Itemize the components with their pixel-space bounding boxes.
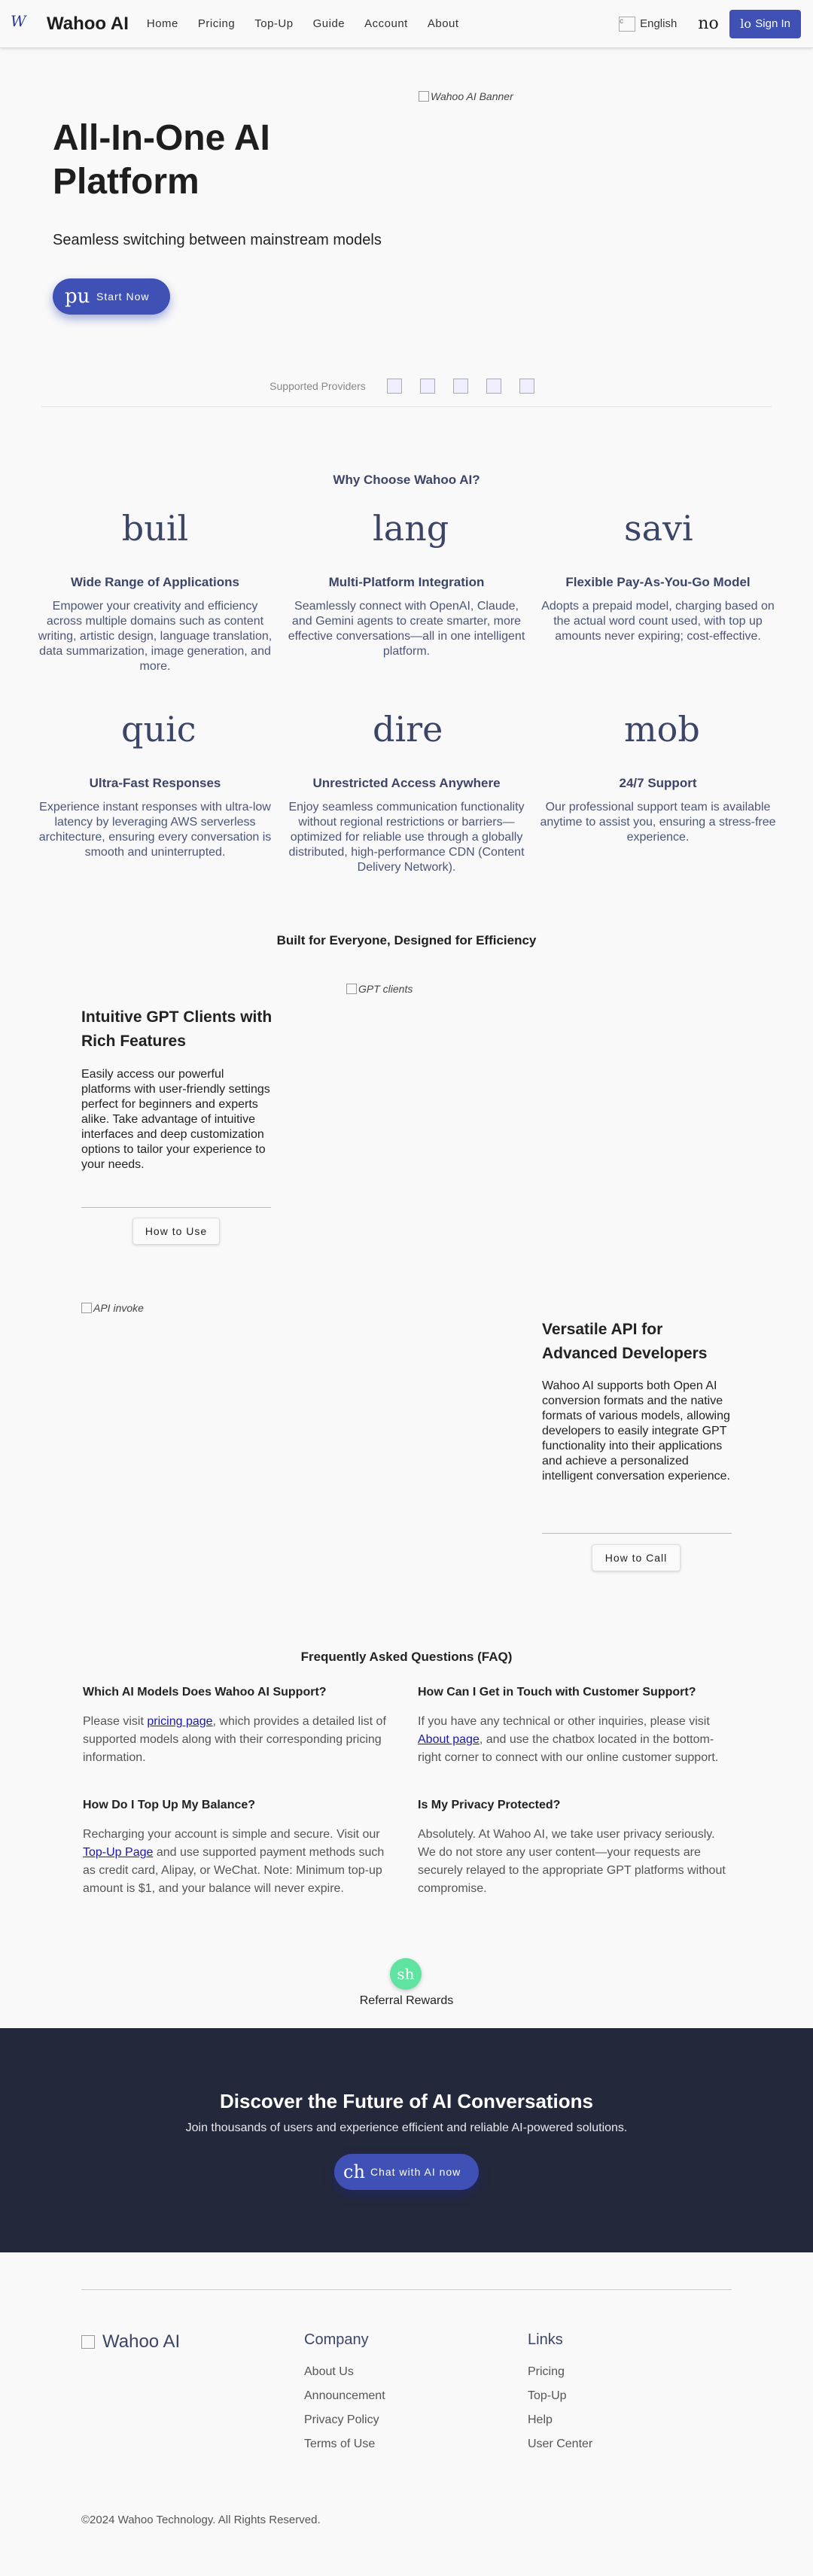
cta-section [0,2028,813,2252]
why-title: Why Choose Wahoo AI? [333,473,480,487]
start-icon: pu [65,285,90,308]
cta-title: Discover the Future of AI Conversations [219,2090,594,2112]
footer-link-pricing[interactable]: Pricing [528,2365,565,2378]
how-to-use-button[interactable]: How to Use [132,1218,220,1245]
divider [81,1207,271,1208]
footer-company-column [304,2331,385,2462]
faq-answer: Absolutely. At Wahoo AI, we take user privacy seriously. We do not store any user content—your requests are securely relayed to the appropriate GPT platforms without compromise. [418,1828,726,1895]
broken-image-icon [346,984,357,994]
chat-with-ai-button[interactable] [334,2154,479,2190]
login-icon: lo [740,17,752,31]
copyright: ©2024 Wahoo Technology. All Rights Reserved. [81,2514,321,2526]
provider-logo [519,379,534,394]
faq-question: How Can I Get in Touch with Customer Support? [418,1686,696,1699]
gpt-clients-image [346,983,413,995]
faq-answer-text: Recharging your account is simple and secure. Visit our [83,1828,380,1841]
how-to-call-button[interactable]: How to Call [592,1544,681,1571]
brand[interactable] [11,12,129,36]
sign-in-label: Sign In [755,17,790,30]
nav-home[interactable]: Home [146,17,178,30]
feature-title: Ultra-Fast Responses [89,776,221,790]
nav-account[interactable]: Account [364,17,408,30]
referral-rewards-label[interactable]: Referral Rewards [359,1994,454,2007]
gpt-clients-alt: GPT clients [358,983,413,995]
hero-title: All-In-One AI Platform [53,118,270,202]
api-invoke-image [81,1302,144,1314]
api-body: Wahoo AI supports both Open AI conversion formats and the native formats of various models, allowing developers to easily integrate GPT functionality into their applications and achieve a personalized intelligent conversation experience. [542,1379,730,1483]
directions-icon: dire [373,709,443,750]
faq-answer [83,1713,399,1767]
footer-link-user-center[interactable]: User Center [528,2438,593,2450]
quick-icon: quic [121,709,196,750]
top-navbar [0,0,813,48]
nav-top-up[interactable]: Top-Up [254,17,294,30]
feature-card [36,705,274,860]
footer-link-help[interactable]: Help [528,2413,553,2426]
feature-card [539,705,777,845]
chat-icon: ch [343,2161,365,2182]
provider-logo [387,379,402,394]
nav-pricing[interactable]: Pricing [197,17,236,30]
api-invoke-alt: API invoke [93,1302,144,1314]
supported-providers [0,379,813,394]
cta-subtitle: Join thousands of users and experience efficient and reliable AI-powered solutions. [185,2121,628,2134]
built-title: Built for Everyone, Designed for Efficiency [276,933,537,947]
brand-name: Wahoo AI [47,13,129,34]
feature-title: Flexible Pay-As-You-Go Model [565,575,751,589]
globe-icon: c [619,17,635,32]
footer-link-top-up[interactable]: Top-Up [528,2389,567,2402]
feature-title: Wide Range of Applications [70,575,239,589]
providers-label: Supported Providers [269,380,366,392]
start-now-button[interactable] [53,278,170,315]
hero-subtitle: Seamless switching between mainstream models [53,232,382,248]
hero-banner-alt: Wahoo AI Banner [431,90,513,102]
feature-card [288,504,525,659]
faq-answer-text: , and use the chatbox located in the bottom-right corner to connect with our online customer support. [418,1733,719,1764]
feature-title: Unrestricted Access Anywhere [312,776,501,790]
language-icon: lang [373,508,449,549]
api-title: Versatile API for Advanced Developers [542,1321,708,1362]
footer-link-privacy-policy[interactable]: Privacy Policy [304,2413,379,2426]
faq-answer-text: If you have any technical or other inquiries, please visit [418,1715,710,1728]
language-label: English [640,17,678,30]
feature-title: Multi-Platform Integration [328,575,485,589]
faq-answer-text: and use supported payment methods such as credit card, Alipay, or WeChat. Note: Minimum top-up amount is $1, and your balance will never expire. [83,1846,385,1895]
faq-question: How Do I Top Up My Balance? [83,1799,256,1811]
savings-icon: savi [624,508,693,549]
faq-answer [418,1713,734,1767]
footer-company-title: Company [304,2331,369,2348]
faq-answer [83,1826,399,1898]
feature-text: Adopts a prepaid model, charging based on the actual word count used, with top up amounts never expiring; cost-effective. [541,600,775,643]
broken-image-icon [419,91,429,102]
footer-divider [81,2289,732,2290]
mobile-icon: mob [624,709,700,750]
pricing-page-link[interactable]: pricing page [147,1715,213,1728]
faq-question: Is My Privacy Protected? [418,1799,561,1811]
language-switcher[interactable] [619,17,677,32]
feature-card [36,504,274,674]
footer-link-terms-of-use[interactable]: Terms of Use [304,2438,376,2450]
footer-brand-name: Wahoo AI [102,2331,181,2352]
footer-link-about-us[interactable]: About Us [304,2365,354,2378]
main-nav [147,17,469,30]
footer-logo [81,2335,95,2349]
provider-logo [420,379,435,394]
nav-guide[interactable]: Guide [312,17,346,30]
feature-text: Experience instant responses with ultra-low latency by leveraging AWS serverless architecture, ensuring every conversation is smooth and uninterrupted. [38,801,272,859]
feature-text: Our professional support team is available anytime to assist you, ensuring a stress-free experience. [540,801,776,844]
faq-question: Which AI Models Does Wahoo AI Support? [83,1686,327,1699]
share-icon[interactable]: sh [390,1958,422,1990]
dark-mode-icon[interactable]: no [698,14,719,33]
footer-links-title: Links [528,2331,563,2348]
divider [41,406,772,407]
provider-logo [486,379,501,394]
sign-in-button[interactable] [729,10,801,38]
gpt-clients-body: Easily access our powerful platforms with user-friendly settings perfect for beginners and experts alike. Take advantage of intuitive interfaces and deep customization options to tailor your experience to your needs. [81,1068,270,1171]
footer-link-announcement[interactable]: Announcement [304,2389,385,2402]
divider [542,1533,732,1534]
brand-logo: W [11,11,26,30]
broken-image-icon [81,1303,92,1313]
nav-about[interactable]: About [427,17,459,30]
gpt-clients-title: Intuitive GPT Clients with Rich Features [81,1008,273,1050]
chat-with-ai-label: Chat with AI now [370,2166,461,2178]
provider-logo [453,379,468,394]
feature-text: Empower your creativity and efficiency across multiple domains such as content writing, artistic design, language translation, data summarization, image generation, and more. [38,600,273,673]
feature-card [539,504,777,644]
header-actions [619,10,801,38]
feature-text: Seamlessly connect with OpenAI, Claude, and Gemini agents to create smarter, more effective conversations—all in one intelligent platform. [288,600,525,658]
faq-answer-text: Please visit [83,1715,148,1728]
footer-brand[interactable] [81,2331,180,2352]
about-page-link[interactable]: About page [418,1733,480,1746]
feature-text: Enjoy seamless communication functionality without regional restrictions or barriers—optimized for reliable use through a globally distributed, high-performance CDN (Content Delivery Network). [288,801,525,874]
build-icon: buil [121,508,189,549]
footer-links-column [528,2331,592,2462]
feature-title: 24/7 Support [619,776,697,790]
faq-answer-text: , which provides a detailed list of supported models along with their corresponding pricing information. [83,1715,386,1764]
hero-banner-image [419,90,513,102]
feature-card [288,705,525,875]
top-up-page-link[interactable]: Top-Up Page [83,1846,154,1859]
faq-title: Frequently Asked Questions (FAQ) [300,1650,513,1664]
start-now-label: Start Now [96,290,150,303]
